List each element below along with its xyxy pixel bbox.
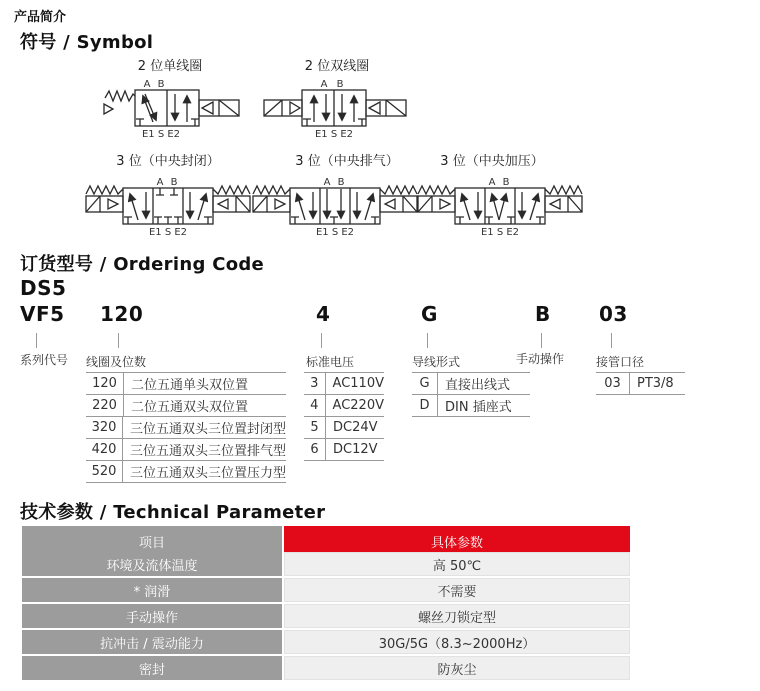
spring-icon [86,186,123,194]
segment-code-manual: B [535,302,551,326]
table-row [596,373,685,395]
port-label-b: B [170,177,178,188]
port-label-b: B [502,177,510,188]
spring-icon [545,186,582,194]
spring-icon [253,186,290,194]
option-code: D [412,395,438,416]
symbol-caption-3pos-pressure: 3 位（中央加压） [440,154,544,169]
valve-symbol-3pos-center-pressure [410,174,590,238]
option-code: 5 [304,417,326,438]
tech-header-item: 项目 [22,526,282,556]
option-desc: PT3/8 [637,376,674,391]
valve-body [123,188,213,224]
option-desc: DC24V [333,420,378,435]
solenoid-icon [366,100,406,116]
port-label-a: A [143,79,151,90]
table-row [304,395,384,417]
port-label-b: B [157,79,165,90]
tech-row-value: 不需要 [284,578,630,602]
symbol-caption-3pos-exhaust: 3 位（中央排气） [295,154,399,169]
segment-label-coil: 线圈及位数 [86,355,147,369]
table-row [412,395,530,417]
segment-code-voltage: 4 [316,302,331,326]
option-desc: DIN 插座式 [445,400,512,415]
segment-code-wire: G [421,302,438,326]
segment-label-wire: 导线形式 [412,355,461,369]
tick-line [321,333,322,348]
option-code: 220 [86,395,124,416]
symbol-caption-2pos-single: 2 位单线圈 [137,59,203,74]
table-row [86,395,286,417]
option-desc: AC220V [332,398,384,413]
port-labels-bottom: E1 S E2 [148,227,188,238]
segment-label-manual: 手动操作 [516,352,565,366]
table-row [304,439,384,461]
tech-row-label: 环境及流体温度 [22,552,282,576]
table-row [86,373,286,395]
solenoid-icon [86,196,123,212]
option-desc: 三位五通双头三位置压力型 [129,466,286,481]
option-code: 6 [304,439,326,460]
valve-symbol-2pos-double-coil [262,76,412,140]
port-labels-bottom: E1 S E2 [315,227,355,238]
option-code: 420 [86,439,123,460]
port-label-b: B [337,177,345,188]
option-code: 320 [86,417,123,438]
valve-symbol-3pos-center-exhaust [245,174,425,238]
solenoid-icon [253,196,290,212]
option-code: 03 [596,373,630,394]
port-label-a: A [156,177,164,188]
solenoid-icon [545,196,582,212]
valve-body [290,188,380,224]
valve-body [455,188,545,224]
tech-row-value: 螺丝刀锁定型 [284,604,630,628]
port-label-b: B [336,79,344,90]
ordering-section-heading: 订货型号 / Ordering Code [20,254,265,275]
symbol-section-heading: 符号 / Symbol [20,32,154,53]
table-row [412,373,530,395]
solenoid-icon [418,196,455,212]
option-desc: 三位五通双头三位置封闭型 [129,422,286,437]
port-labels-bottom: E1 S E2 [480,227,520,238]
port-label-a: A [320,79,328,90]
tech-row-label: 密封 [22,656,282,680]
valve-symbol-3pos-center-closed [78,174,258,238]
tick-line [427,333,428,348]
series-code-vf5: VF5 [20,302,65,326]
tech-row-label: * 润滑 [22,578,282,602]
segment-label-port: 接管口径 [596,355,645,369]
option-desc: 直接出线式 [445,378,511,393]
valve-body [135,90,199,126]
page-section-label: 产品简介 [14,10,67,25]
solenoid-icon [264,100,302,116]
tech-section-heading: 技术参数 / Technical Parameter [20,502,326,523]
port-option-table [596,372,685,395]
tick-line [541,333,542,348]
option-desc: 三位五通双头三位置排气型 [129,444,286,459]
option-code: 520 [86,461,123,482]
valve-body [302,90,366,126]
tick-line [118,333,119,348]
port-labels-bottom: E1 S E2 [314,129,354,140]
symbol-caption-2pos-double: 2 位双线圈 [304,59,370,74]
tech-row-value: 高 50℃ [284,552,630,576]
tech-row-label: 抗冲击 / 震动能力 [22,630,282,654]
port-label-a: A [323,177,331,188]
segment-code-port: 03 [599,302,628,326]
wire-option-table [412,372,530,417]
spring-icon [105,91,135,101]
port-label-a: A [488,177,496,188]
option-code: G [412,373,438,394]
symbol-caption-3pos-closed: 3 位（中央封闭） [116,154,220,169]
voltage-option-table [304,372,384,461]
solenoid-icon [199,100,239,116]
tech-row-label: 手动操作 [22,604,282,628]
option-desc: AC110V [332,376,384,391]
table-row [86,439,286,461]
option-code: 120 [86,373,124,394]
tech-row-value: 30G/5G（8.3~2000Hz） [284,630,630,654]
option-desc: 二位五通双头双位置 [131,400,249,415]
manual-override-icon [104,104,113,114]
port-labels-bottom: E1 S E2 [141,129,181,140]
segment-code-coil: 120 [100,302,144,326]
tech-row-value: 防灰尘 [284,656,630,680]
tech-header-value: 具体参数 [284,526,630,556]
table-row [86,417,286,439]
option-desc: 二位五通单头双位置 [131,378,249,393]
option-code: 3 [304,373,326,394]
series-code-ds5: DS5 [20,276,67,300]
segment-label-voltage: 标准电压 [306,355,355,369]
table-row [86,461,286,483]
spring-icon [418,186,455,194]
table-row [304,417,384,439]
valve-symbol-2pos-single-coil [95,76,245,140]
tick-line [36,333,37,348]
tick-line [611,333,612,348]
option-desc: DC12V [333,442,378,457]
option-code: 4 [304,395,326,416]
tech-parameter-table [22,526,630,680]
segment-label-series: 系列代号 [20,353,69,367]
table-row [304,373,384,395]
coil-option-table [86,372,286,483]
